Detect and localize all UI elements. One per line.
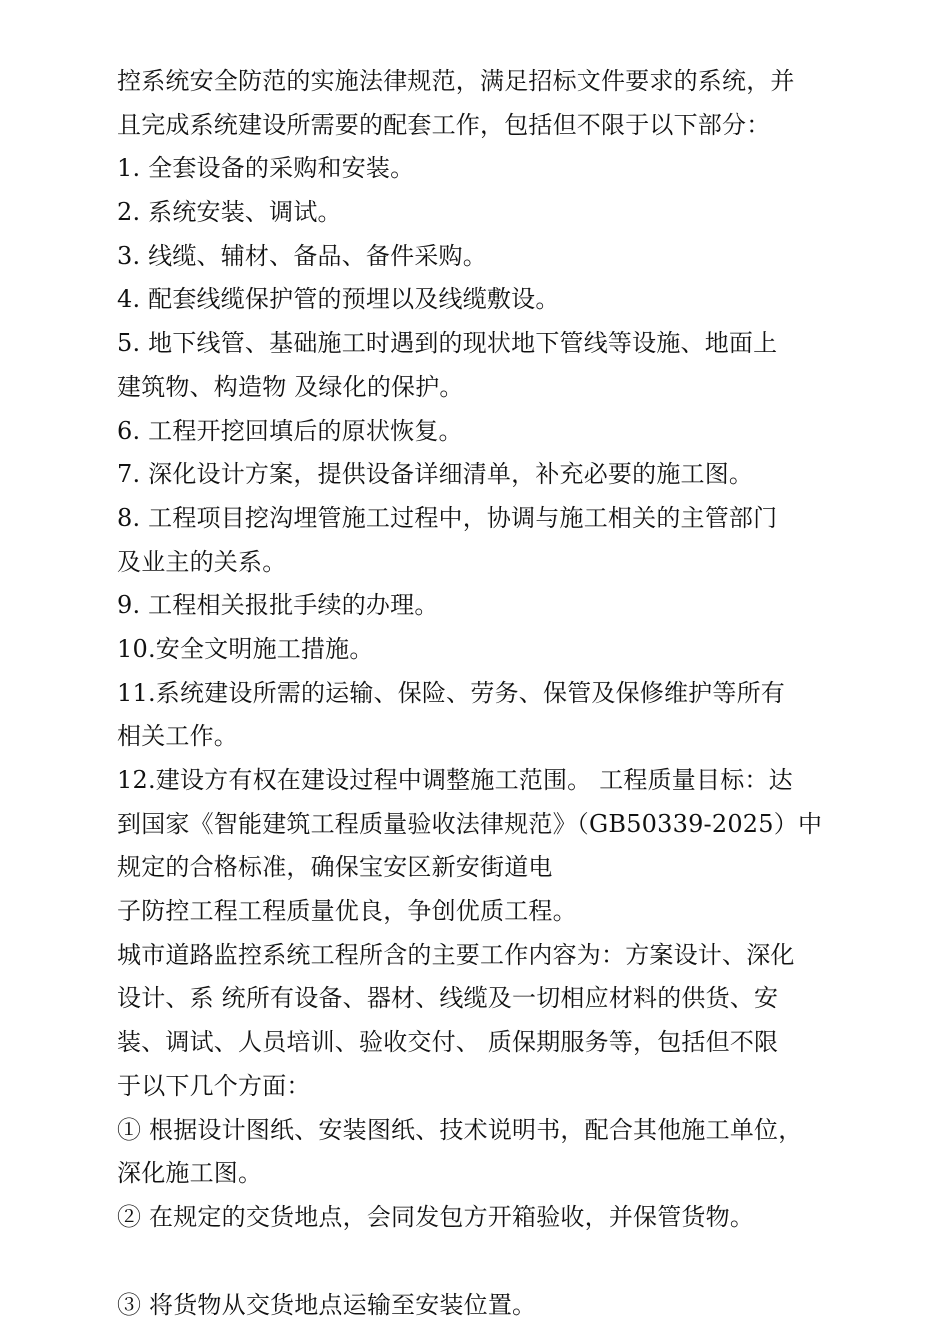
text-line: 建筑物、构造物 及绿化的保护。 (117, 372, 464, 401)
list-item: 12.建设方有权在建设过程中调整施工范围。 工程质量目标：达 (117, 766, 793, 794)
list-item: 11.系统建设所需的运输、保险、劳务、保管及保修维护等所有 (117, 678, 785, 707)
text-line: 城市道路监控系统工程所含的主要工作内容为：方案设计、深化 (117, 940, 795, 969)
list-item: 5. 地下线管、基础施工时遇到的现状地下管线等设施、地面上 (117, 329, 778, 358)
text-line: 规定的合格标准，确保宝安区新安街道电 (117, 853, 553, 882)
list-item: 2. 系统安装、调试。 (117, 198, 342, 227)
list-item: 4. 配套线缆保护管的预埋以及线缆敷设。 (117, 285, 560, 314)
text-line: 深化施工图。 (117, 1159, 263, 1188)
list-item: ③ 将货物从交货地点运输至安装位置。 (117, 1290, 537, 1319)
text-line: 相关工作。 (117, 722, 238, 751)
list-item: 8. 工程项目挖沟埋管施工过程中，协调与施工相关的主管部门 (117, 503, 778, 532)
text-line: 到国家《智能建筑工程质量验收法律规范》（GB50339-2025）中 (117, 809, 823, 838)
text-line: 子防控工程工程质量优良，争创优质工程。 (117, 897, 577, 926)
list-item: 3. 线缆、辅材、备品、备件采购。 (117, 241, 487, 270)
list-item: 1. 全套设备的采购和安装。 (117, 154, 415, 183)
text-line: 于以下几个方面： (117, 1071, 311, 1100)
text-line: 装、调试、人员培训、验收交付、 质保期服务等，包括但不限 (117, 1028, 779, 1057)
list-item: ② 在规定的交货地点，会同发包方开箱验收，并保管货物。 (117, 1202, 755, 1231)
text-line: 控系统安全防范的实施法律规范，满足招标文件要求的系统，并 (117, 67, 795, 95)
list-item: 6. 工程开挖回填后的原状恢复。 (117, 416, 463, 445)
document-body (117, 60, 837, 1327)
blank-line (117, 1240, 837, 1284)
text-line: 及业主的关系。 (117, 547, 287, 576)
list-item: 9. 工程相关报批手续的办理。 (117, 591, 439, 620)
list-item: 10.安全文明施工措施。 (117, 634, 374, 663)
text-line: 且完成系统建设所需要的配套工作，包括但不限于以下部分： (117, 110, 771, 139)
text-line: 设计、系 统所有设备、器材、线缆及一切相应材料的供货、安 (117, 984, 779, 1013)
list-item: 7. 深化设计方案，提供设备详细清单，补充必要的施工图。 (117, 460, 754, 489)
list-item: ① 根据设计图纸、安装图纸、技术说明书，配合其他施工单位， (117, 1115, 803, 1144)
